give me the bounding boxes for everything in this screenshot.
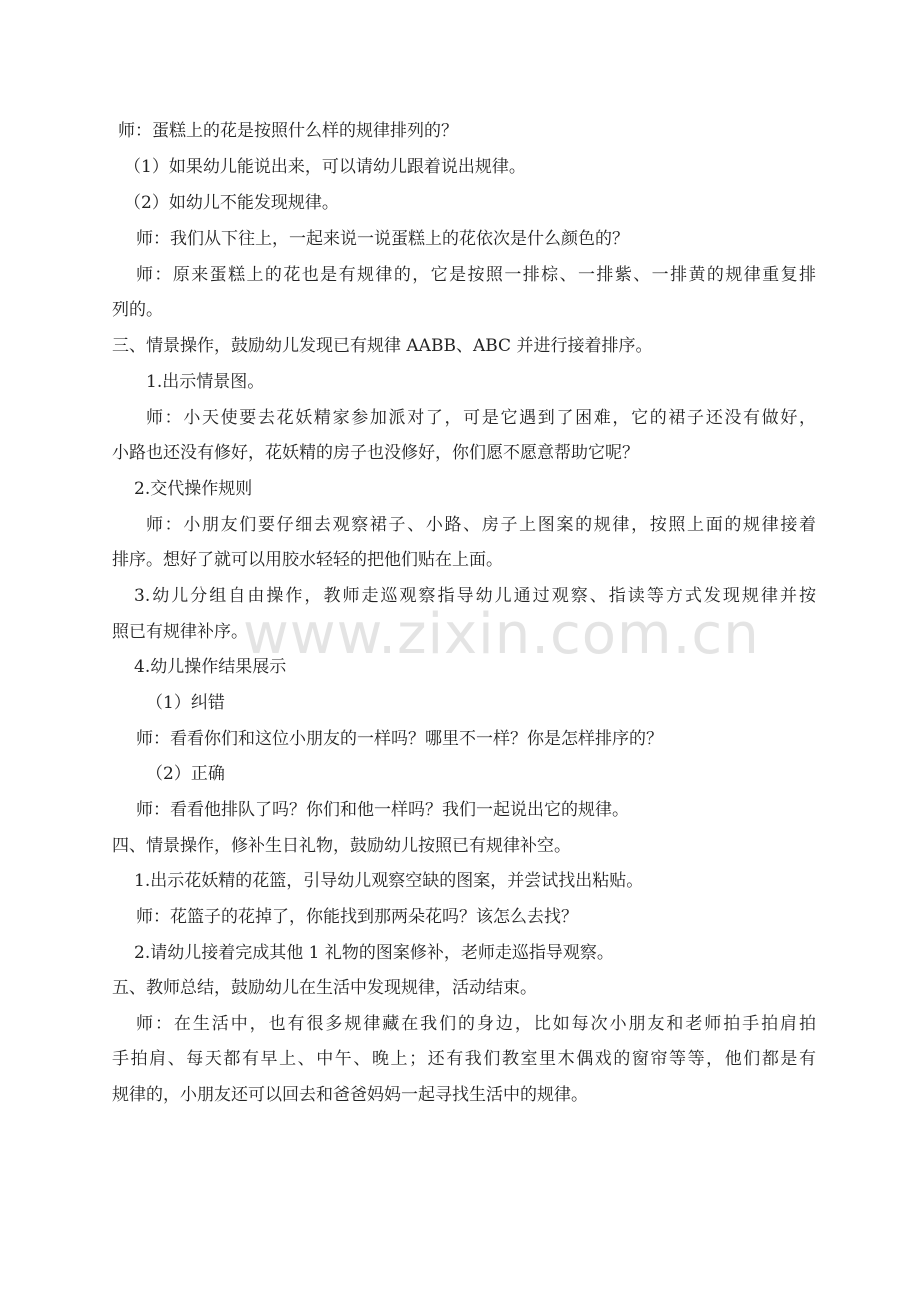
paragraph-line: 列的。 [112, 300, 163, 320]
paragraph-line: 师：小朋友们要仔细去观察裙子、小路、房子上图案的规律，按照上面的规律接着 [146, 515, 816, 535]
paragraph-line: （2）正确 [146, 764, 225, 784]
paragraph-line: 3.幼儿分组自由操作，教师走巡观察指导幼儿通过观察、指读等方式发现规律并按 [134, 586, 816, 606]
paragraph-line: 规律的，小朋友还可以回去和爸爸妈妈一起寻找生活中的规律。 [112, 1085, 588, 1105]
paragraph-line: 2.请幼儿接着完成其他 1 礼物的图案修补，老师走巡指导观察。 [134, 943, 614, 963]
paragraph-line: （1）纠错 [146, 693, 225, 713]
paragraph-line: 师：花篮子的花掉了，你能找到那两朵花吗？该怎么去找？ [136, 907, 578, 927]
paragraph-line: 师：我们从下往上，一起来说一说蛋糕上的花依次是什么颜色的？ [136, 229, 629, 249]
paragraph-line: 4.幼儿操作结果展示 [134, 657, 287, 677]
paragraph-line: 1.出示情景图。 [146, 372, 265, 392]
paragraph-line: 师：原来蛋糕上的花也是有规律的，它是按照一排棕、一排紫、一排黄的规律重复排 [136, 265, 816, 285]
section-heading: 五、教师总结，鼓励幼儿在生活中发现规律，活动结束。 [112, 978, 537, 998]
paragraph-line: 1.出示花妖精的花篮，引导幼儿观察空缺的图案，并尝试找出粘贴。 [134, 871, 644, 891]
paragraph-line: 师：看看他排队了吗？你们和他一样吗？我们一起说出它的规律。 [136, 800, 629, 820]
paragraph-line: 师：小天使要去花妖精家参加派对了，可是它遇到了困难，它的裙子还没有做好， [146, 408, 816, 428]
section-heading: 四、情景操作，修补生日礼物，鼓励幼儿按照已有规律补空。 [112, 836, 571, 856]
paragraph-line: 照已有规律补序。 [112, 622, 248, 642]
paragraph-line: 师：蛋糕上的花是按照什么样的规律排列的？ [118, 121, 458, 141]
paragraph-line: （2）如幼儿不能发现规律。 [124, 193, 339, 213]
paragraph-line: 手拍肩、每天都有早上、中午、晚上；还有我们教室里木偶戏的窗帘等等，他们都是有 [112, 1049, 816, 1069]
section-heading: 三、情景操作，鼓励幼儿发现已有规律 AABB、ABC 并进行接着排序。 [112, 336, 653, 356]
paragraph-line: 2.交代操作规则 [134, 479, 253, 499]
paragraph-line: 师：看看你们和这位小朋友的一样吗？哪里不一样？你是怎样排序的？ [136, 729, 663, 749]
watermark: www.zixin.com.cn [243, 602, 760, 667]
paragraph-line: 排序。想好了就可以用胶水轻轻的把他们贴在上面。 [112, 550, 503, 570]
paragraph-line: （1）如果幼儿能说出来，可以请幼儿跟着说出规律。 [124, 157, 526, 177]
paragraph-line: 小路也还没有修好，花妖精的房子也没修好，你们愿不愿意帮助它呢？ [112, 443, 639, 463]
paragraph-line: 师：在生活中，也有很多规律藏在我们的身边，比如每次小朋友和老师拍手拍肩拍 [136, 1014, 816, 1034]
